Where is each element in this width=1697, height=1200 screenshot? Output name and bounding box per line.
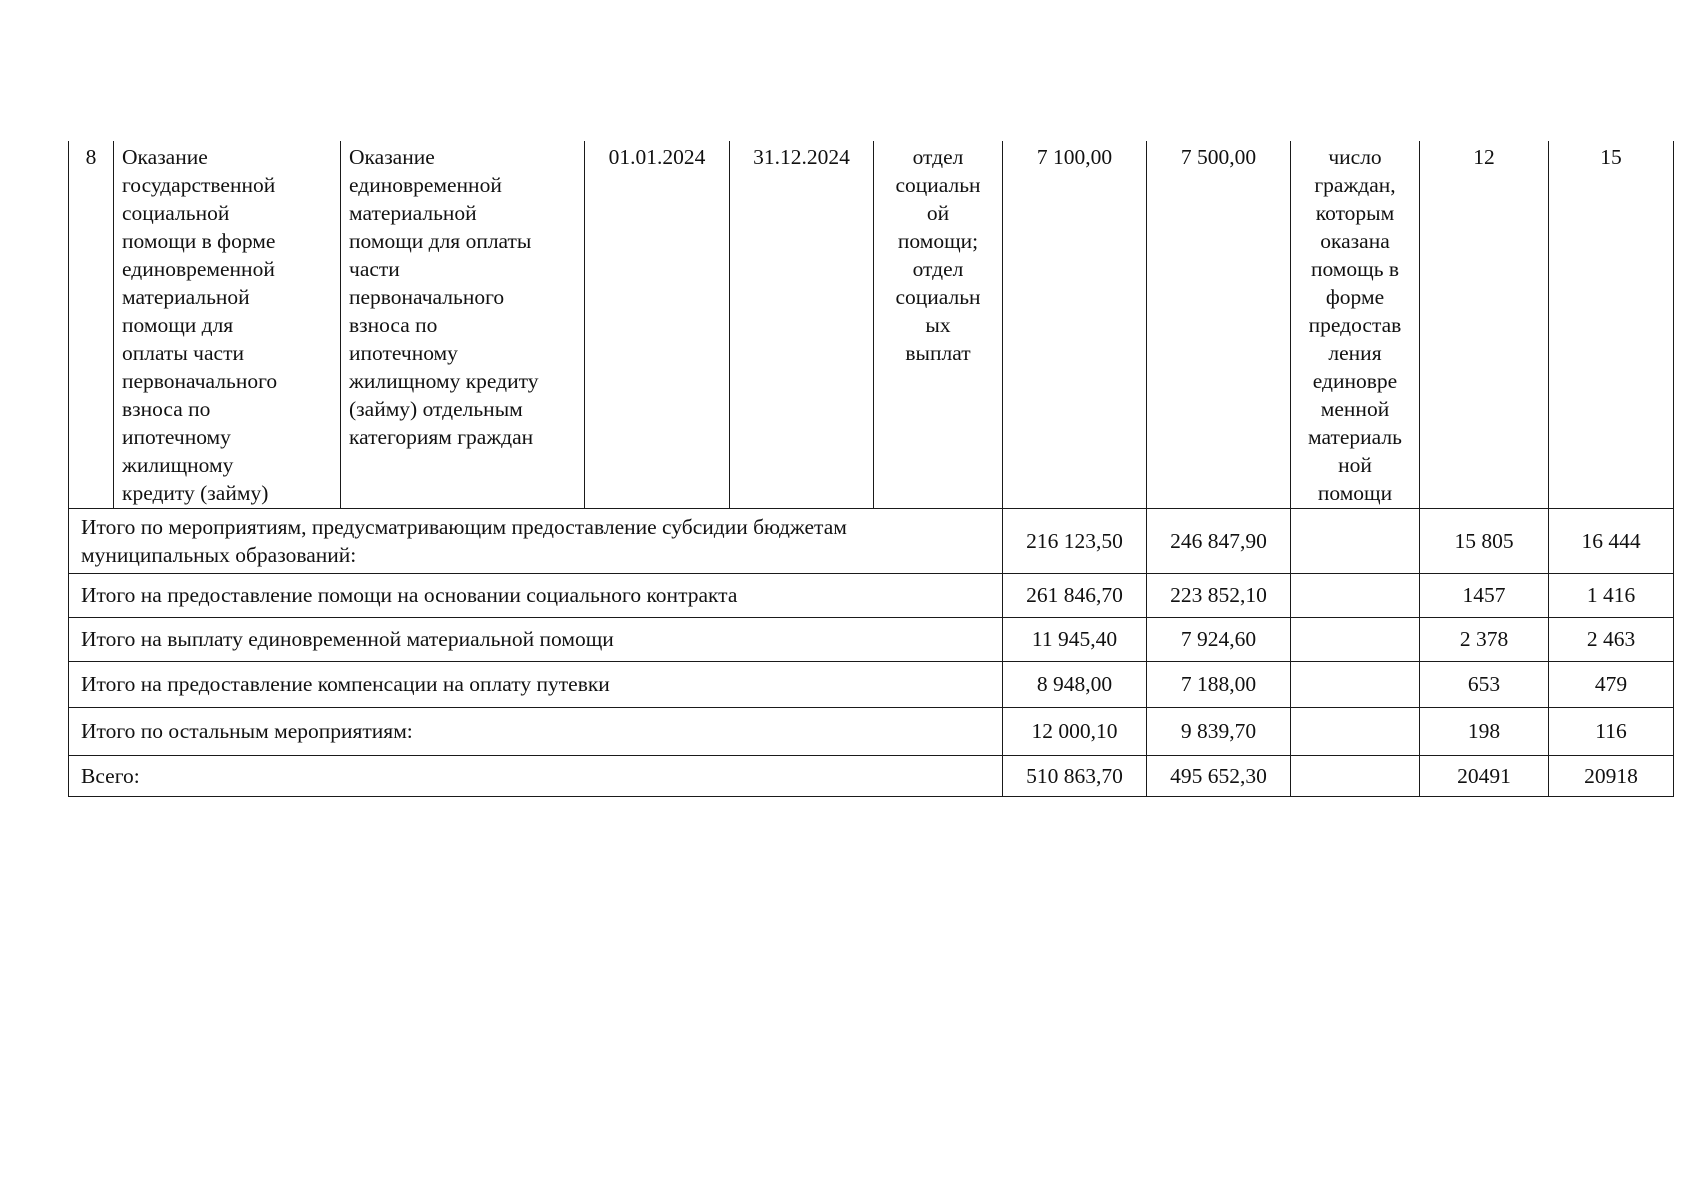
total-row: [69, 707, 1674, 755]
grand-total-sum-2: 495 652,30: [1147, 755, 1291, 796]
total-empty-cell: [1291, 707, 1420, 755]
grand-total-value-1: 20491: [1420, 755, 1549, 796]
grand-total-label: Всего:: [69, 755, 1003, 796]
table-row: [69, 141, 1674, 508]
total-value-1: 2 378: [1420, 617, 1549, 661]
total-value-2: 116: [1549, 707, 1674, 755]
start-date-cell: 01.01.2024: [585, 141, 730, 508]
total-label: Итого на предоставление компенсации на оплату путевки: [69, 661, 1003, 707]
total-value-1: 653: [1420, 661, 1549, 707]
grand-total-sum-1: 510 863,70: [1003, 755, 1147, 796]
total-sum-1: 8 948,00: [1003, 661, 1147, 707]
total-label: Итого на выплату единовременной материальной помощи: [69, 617, 1003, 661]
total-empty-cell: [1291, 573, 1420, 617]
total-value-1: 198: [1420, 707, 1549, 755]
event-name-cell: Оказание государственной социальной помощи в форме единовременной материальной помощи для оплаты части первоначального взноса по ипотечному жилищному кредиту (займу): [114, 141, 341, 508]
event-content-cell: Оказание единовременной материальной помощи для оплаты части первоначального взноса по ипотечному жилищному кредиту (займу) отдельным категориям граждан: [341, 141, 585, 508]
total-sum-1: 12 000,10: [1003, 707, 1147, 755]
total-sum-2: 246 847,90: [1147, 508, 1291, 573]
program-table: [68, 141, 1674, 797]
total-value-2: 1 416: [1549, 573, 1674, 617]
total-sum-1: 216 123,50: [1003, 508, 1147, 573]
total-label: Итого по остальным мероприятиям:: [69, 707, 1003, 755]
total-sum-2: 7 188,00: [1147, 661, 1291, 707]
total-value-2: 479: [1549, 661, 1674, 707]
total-sum-2: 223 852,10: [1147, 573, 1291, 617]
total-sum-2: 7 924,60: [1147, 617, 1291, 661]
total-empty-cell: [1291, 508, 1420, 573]
total-empty-cell: [1291, 661, 1420, 707]
total-row: [69, 573, 1674, 617]
total-label: Итого на предоставление помощи на основании социального контракта: [69, 573, 1003, 617]
sum-2-cell: 7 500,00: [1147, 141, 1291, 508]
total-row: [69, 508, 1674, 573]
total-value-1: 15 805: [1420, 508, 1549, 573]
total-row: [69, 755, 1674, 796]
total-sum-1: 11 945,40: [1003, 617, 1147, 661]
total-empty-cell: [1291, 617, 1420, 661]
grand-total-value-2: 20918: [1549, 755, 1674, 796]
total-value-2: 16 444: [1549, 508, 1674, 573]
total-empty-cell: [1291, 755, 1420, 796]
total-value-1: 1457: [1420, 573, 1549, 617]
total-sum-2: 9 839,70: [1147, 707, 1291, 755]
value-2-cell: 15: [1549, 141, 1674, 508]
total-row: [69, 661, 1674, 707]
total-label: Итого по мероприятиям, предусматривающим предоставление субсидии бюджетам муниципальных образований:: [69, 508, 1003, 573]
row-number: 8: [69, 141, 114, 508]
total-row: [69, 617, 1674, 661]
executor-cell: отдел социальн ой помощи; отдел социальн ых выплат: [874, 141, 1003, 508]
sum-1-cell: 7 100,00: [1003, 141, 1147, 508]
total-value-2: 2 463: [1549, 617, 1674, 661]
value-1-cell: 12: [1420, 141, 1549, 508]
indicator-cell: число граждан, которым оказана помощь в форме предостав ления единовре менной материаль ной помощи: [1291, 141, 1420, 508]
total-sum-1: 261 846,70: [1003, 573, 1147, 617]
end-date-cell: 31.12.2024: [730, 141, 874, 508]
